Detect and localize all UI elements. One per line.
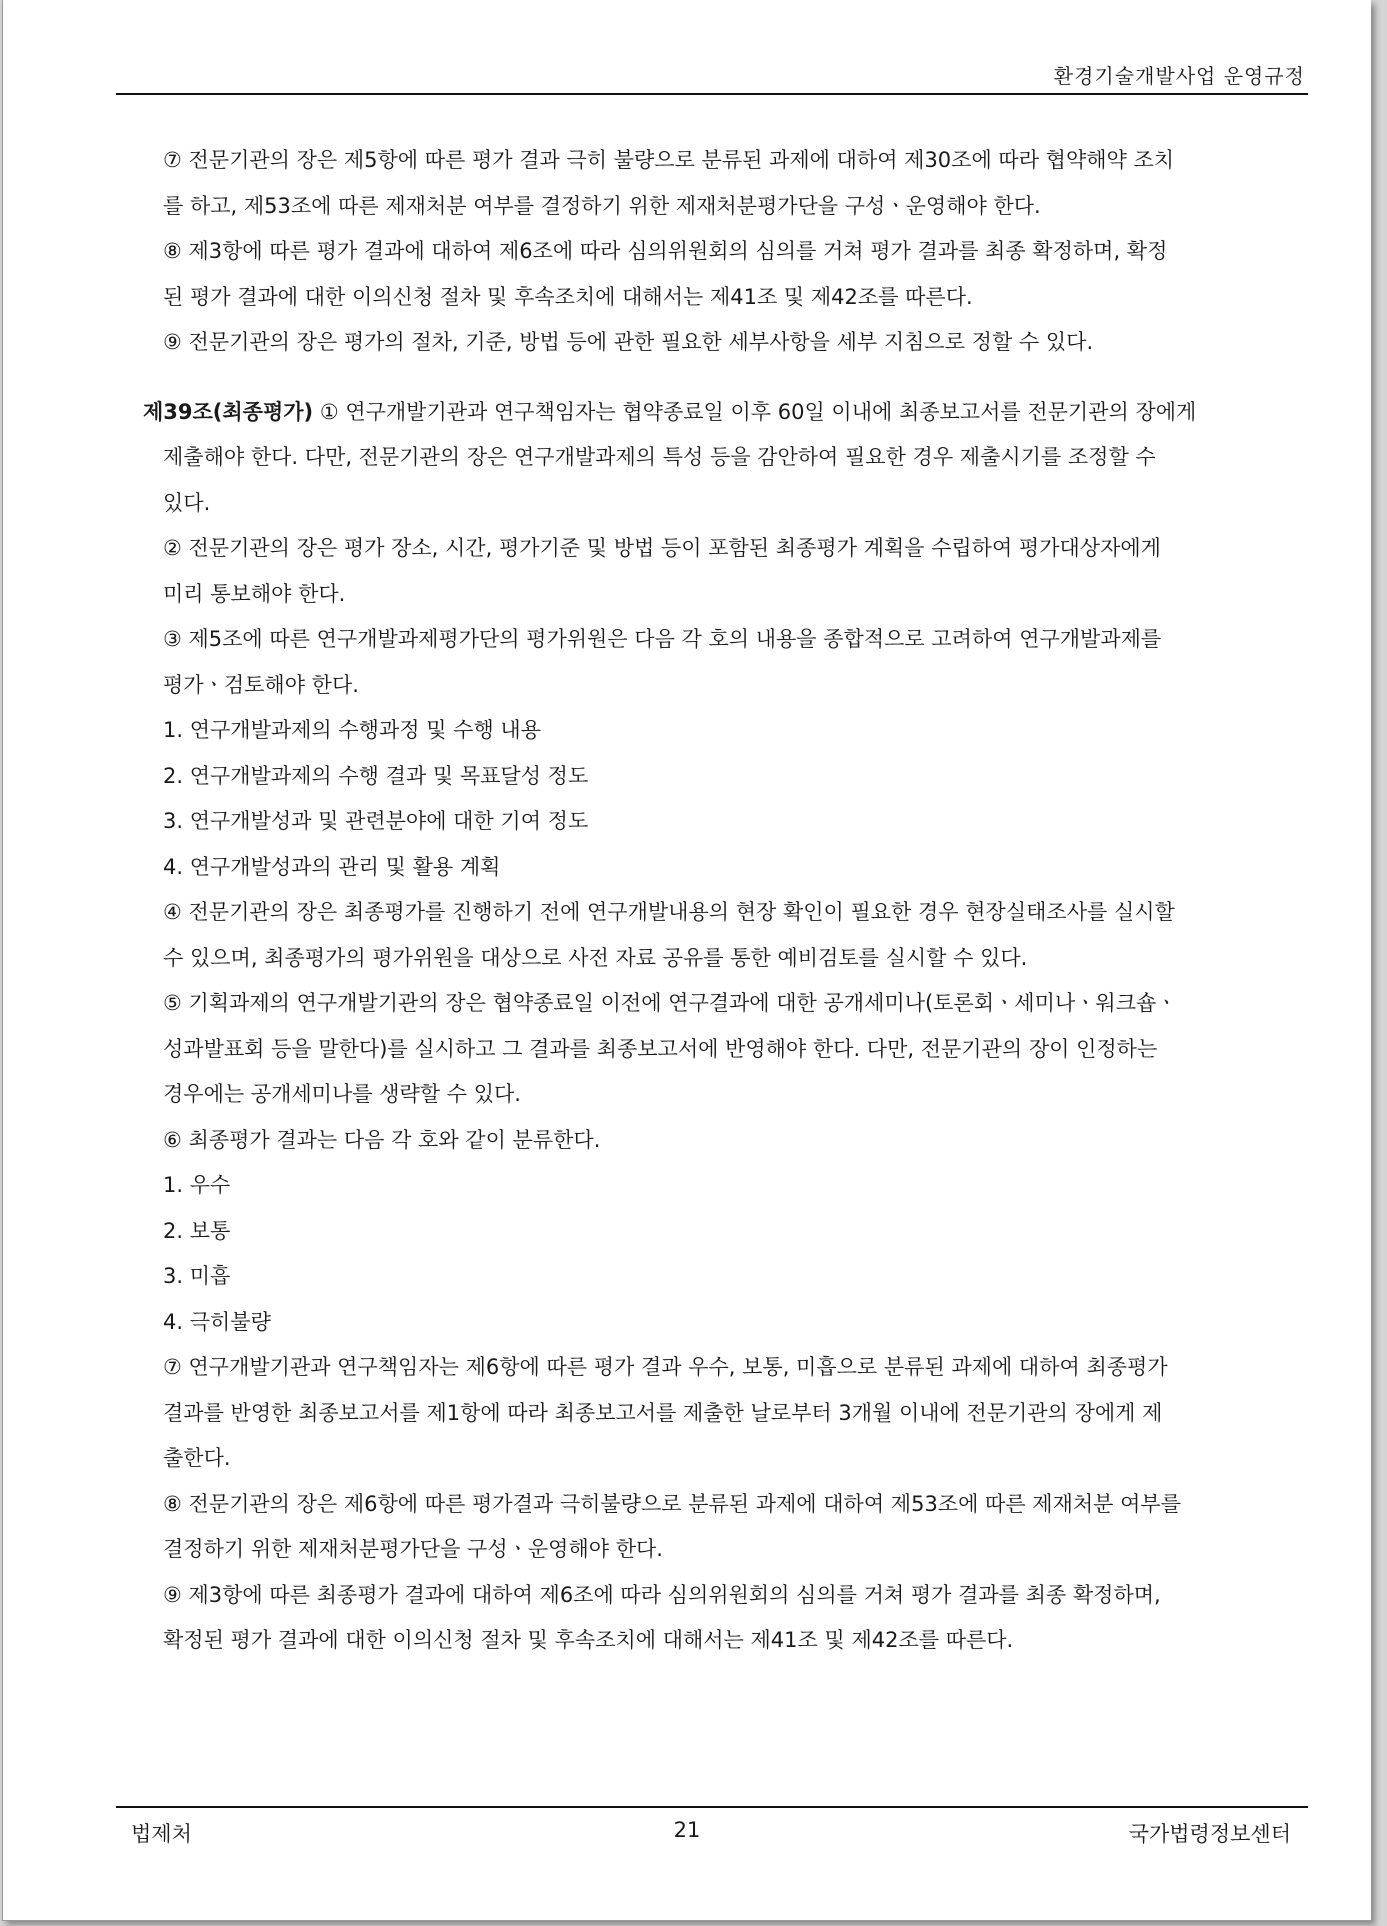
paragraph-line: 성과발표회 등을 말한다)를 실시하고 그 결과를 최종보고서에 반영해야 한다. 다만, 전문기관의 장이 인정하는 [163,1036,1158,1061]
paragraph-line: ⑧ 제3항에 따른 평가 결과에 대하여 제6조에 따라 심의위원회의 심의를 거쳐 평가 결과를 최종 확정하며, 확정 [163,239,1168,263]
paragraph-line: 수 있으며, 최종평가의 평가위원을 대상으로 사전 자료 공유를 통한 예비검토를 실시할 수 있다. [163,945,1028,970]
footer-source: 국가법령정보센터 [1128,1822,1291,1846]
list-item: 2. 보통 [163,1218,231,1243]
footer-rule [116,1806,1308,1808]
article-first-line: ① 연구개발기관과 연구책임자는 협약종료일 이후 60일 이내에 최종보고서를 전문기관의 장에게 [313,399,1197,424]
paragraph-line: 출한다. [163,1446,231,1470]
article-title: 제39조(최종평가) [143,399,314,424]
list-item: 1. 연구개발과제의 수행과정 및 수행 내용 [163,718,541,742]
paragraph-line: ⑧ 전문기관의 장은 제6항에 따른 평가결과 극히불량으로 분류된 과제에 대하여 제53조에 따른 제재처분 여부를 [163,1491,1181,1516]
paragraph-line: ⑦ 연구개발기관과 연구책임자는 제6항에 따른 평가 결과 우수, 보통, 미흡으로 분류된 과제에 대하여 최종평가 [163,1355,1168,1379]
paragraph-line: 된 평가 결과에 대한 이의신청 절차 및 후속조치에 대해서는 제41조 및 제42조를 따른다. [163,284,973,309]
paragraph-line: ② 전문기관의 장은 평가 장소, 시간, 평가기준 및 방법 등이 포함된 최종평가 계획을 수립하여 평가대상자에게 [163,536,1161,560]
document-page [2,0,1371,1921]
document-body [143,138,1311,1664]
document-header-title: 환경기술개발사업 운영규정 [1053,64,1305,88]
page-number: 21 [673,1818,701,1842]
list-item: 1. 우수 [163,1173,231,1197]
paragraph-line: ⑥ 최종평가 결과는 다음 각 호와 같이 분류한다. [163,1127,601,1152]
paragraph-gap [143,366,1311,390]
paragraph-line: ⑤ 기획과제의 연구개발기관의 장은 협약종료일 이전에 연구결과에 대한 공개세미나(토론회ㆍ세미나ㆍ워크숍ㆍ [163,991,1177,1015]
paragraph-line: 있다. [163,490,211,515]
paragraph-line: ⑦ 전문기관의 장은 제5항에 따른 평가 결과 극히 불량으로 분류된 과제에 대하여 제30조에 따라 협약해약 조치 [163,148,1175,172]
paragraph-line: 를 하고, 제53조에 따른 제재처분 여부를 결정하기 위한 제재처분평가단을 구성ㆍ운영해야 한다. [163,193,1041,218]
article-heading-line [143,390,1311,436]
paragraph-line: 경우에는 공개세미나를 생략할 수 있다. [163,1082,521,1106]
paragraph-line: ④ 전문기관의 장은 최종평가를 진행하기 전에 연구개발내용의 현장 확인이 필요한 경우 현장실태조사를 실시할 [163,900,1175,924]
paragraph-line: 확정된 평가 결과에 대한 이의신청 절차 및 후속조치에 대해서는 제41조 및 제42조를 따른다. [163,1628,1014,1652]
paragraph-line: 미리 통보해야 한다. [163,581,346,606]
list-item: 3. 연구개발성과 및 관련분야에 대한 기여 정도 [163,809,589,833]
paragraph-line: 결정하기 위한 제재처분평가단을 구성ㆍ운영해야 한다. [163,1537,663,1561]
list-item: 4. 연구개발성과의 관리 및 활용 계획 [163,854,501,879]
header-rule [116,93,1308,95]
paragraph-line: 평가ㆍ검토해야 한다. [163,672,359,697]
paragraph-line: 제출해야 한다. 다만, 전문기관의 장은 연구개발과제의 특성 등을 감안하여 필요한 경우 제출시기를 조정할 수 [163,445,1156,469]
paragraph-line: 결과를 반영한 최종보고서를 제1항에 따라 최종보고서를 제출한 날로부터 3개월 이내에 전문기관의 장에게 제 [163,1400,1163,1425]
paragraph-line: ③ 제5조에 따른 연구개발과제평가단의 평가위원은 다음 각 호의 내용을 종합적으로 고려하여 연구개발과제를 [163,627,1162,651]
list-item: 3. 미흡 [163,1264,231,1288]
paragraph-line: ⑨ 전문기관의 장은 평가의 절차, 기준, 방법 등에 관한 필요한 세부사항을 세부 지침으로 정할 수 있다. [163,330,1094,354]
footer-publisher: 법제처 [131,1822,192,1846]
paragraph-line: ⑨ 제3항에 따른 최종평가 결과에 대하여 제6조에 따라 심의위원회의 심의를 거쳐 평가 결과를 최종 확정하며, [163,1582,1161,1607]
list-item: 2. 연구개발과제의 수행 결과 및 목표달성 정도 [163,763,589,788]
list-item: 4. 극히불량 [163,1309,271,1334]
